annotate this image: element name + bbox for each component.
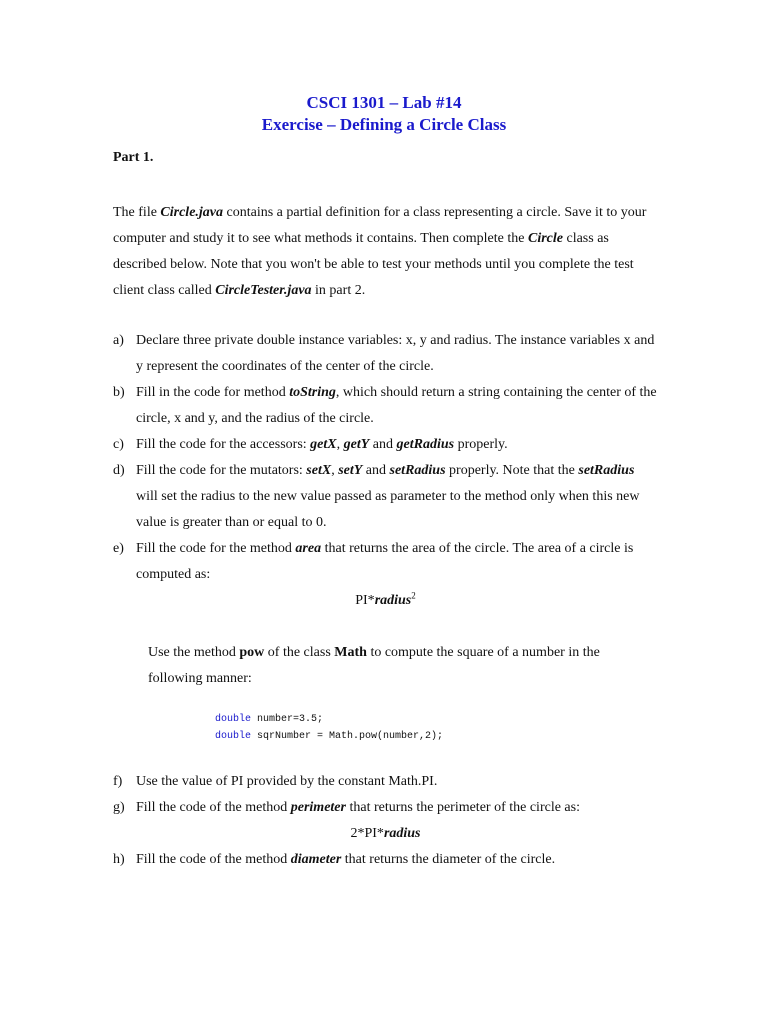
formula-exponent: 2 <box>411 590 416 601</box>
code-keyword: double <box>215 731 252 742</box>
list-item-text: Fill in the code for method <box>136 385 290 400</box>
list-item-e <box>113 536 658 588</box>
file-name-circle: Circle.java <box>160 205 224 220</box>
list-marker: h) <box>113 852 125 867</box>
list-marker: b) <box>113 385 125 400</box>
intro-text: contains a partial definition for a class representing a circle. Save it to your computer and study it to see what methods it contains. Then complete the <box>113 205 647 246</box>
list-item-g <box>113 795 658 821</box>
code-text: number=3.5; <box>251 714 324 725</box>
list-marker: g) <box>113 800 125 815</box>
list-item-text: will set the radius to the new value passed as parameter to the method only when this new value is greater than or equal to 0. <box>136 489 640 530</box>
note-text: to compute the square of a number in the following manner: <box>148 645 600 686</box>
list-item-f <box>113 769 658 795</box>
list-item-text: properly. Note that the <box>445 463 579 478</box>
list-item-text: , <box>336 437 344 452</box>
intro-text: in part 2. <box>311 283 366 298</box>
method-name: setX <box>306 463 332 478</box>
code-text: sqrNumber = Math.pow(number,2); <box>251 731 444 742</box>
list-item-text: , which should return a string containing the center of the circle, x and y, and the radius of the circle. <box>136 385 657 426</box>
formula-text: PI* <box>355 593 375 608</box>
title-line-exercise: Exercise – Defining a Circle Class <box>261 115 507 134</box>
list-item-text: Fill the code for the accessors: <box>136 437 311 452</box>
part-heading: Part 1. <box>113 150 154 165</box>
class-name-circle: Circle <box>527 231 563 246</box>
code-line <box>215 728 443 745</box>
list-marker: f) <box>113 774 123 789</box>
list-marker: e) <box>113 541 124 556</box>
method-name: getRadius <box>396 437 455 452</box>
task-list-lower <box>113 769 658 873</box>
list-item-text: Fill the code of the method <box>136 800 291 815</box>
list-item-text: Fill the code of the method <box>136 852 291 867</box>
list-item-text: and <box>369 437 397 452</box>
method-name: area <box>295 541 322 556</box>
method-name: setY <box>338 463 363 478</box>
list-item-text: Declare three private double instance variables: x, y and radius. The instance variables x and y represent the coordinates of the center of the circle. <box>136 333 655 374</box>
method-name: setRadius <box>389 463 446 478</box>
list-marker: d) <box>113 463 125 478</box>
list-item-text: that returns the perimeter of the circle as: <box>345 800 580 815</box>
list-item-a <box>113 328 658 380</box>
title-line-course: CSCI 1301 – Lab #14 <box>306 93 462 112</box>
perimeter-formula <box>113 821 658 847</box>
method-name: getY <box>343 437 370 452</box>
list-item-h <box>113 847 658 873</box>
intro-text: class as described below. Note that you won't be able to test your methods until you complete the test client class called <box>113 231 634 298</box>
list-item-text: Use the value of PI provided by the constant Math.PI. <box>136 774 438 789</box>
pow-note <box>148 640 648 692</box>
method-name: getX <box>310 437 337 452</box>
code-line <box>215 711 443 728</box>
list-item-text: Fill the code for the method <box>136 541 296 556</box>
list-item-c <box>113 432 658 458</box>
code-snippet <box>215 711 443 745</box>
list-item-text: that returns the area of the circle. The area of a circle is computed as: <box>136 541 634 582</box>
note-text: Use the method <box>148 645 240 660</box>
document-title <box>0 92 768 136</box>
formula-variable: radius <box>374 593 412 608</box>
list-item-text: and <box>362 463 390 478</box>
intro-paragraph <box>113 200 658 304</box>
list-marker: c) <box>113 437 124 452</box>
list-marker: a) <box>113 333 124 348</box>
file-name-circletester: CircleTester.java <box>215 283 312 298</box>
formula-variable: radius <box>383 826 421 841</box>
keyword-pow: pow <box>239 645 265 660</box>
code-keyword: double <box>215 714 252 725</box>
intro-text: The file <box>113 205 161 220</box>
task-list-upper <box>113 328 658 614</box>
list-item-text: , <box>331 463 339 478</box>
method-name: setRadius <box>578 463 635 478</box>
list-item-text: that returns the diameter of the circle. <box>341 852 556 867</box>
area-formula <box>113 588 658 614</box>
list-item-b <box>113 380 658 432</box>
method-name: perimeter <box>290 800 346 815</box>
list-item-text: Fill the code for the mutators: <box>136 463 307 478</box>
keyword-math: Math <box>334 645 367 660</box>
formula-text: 2*PI* <box>350 826 384 841</box>
list-item-d <box>113 458 658 536</box>
method-name: diameter <box>290 852 342 867</box>
list-item-text: properly. <box>454 437 508 452</box>
method-name: toString <box>289 385 336 400</box>
note-text: of the class <box>264 645 335 660</box>
